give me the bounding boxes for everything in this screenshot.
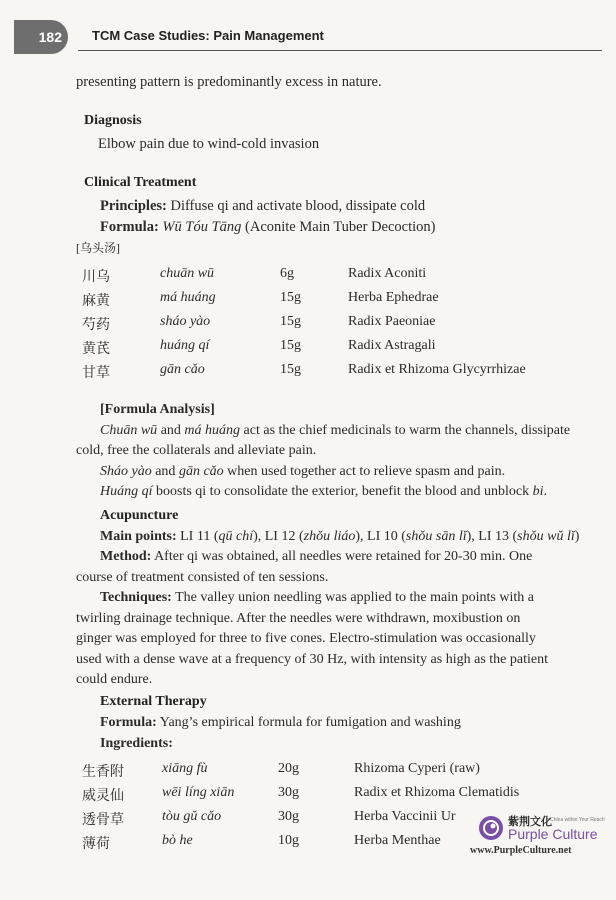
main-points-line: Main points: LI 11 (qū chí), LI 12 (zhǒu liáo), LI 10 (shǒu sān lǐ), LI 13 (shǒu wǔ lǐ) [100,528,580,544]
acupuncture-heading: Acupuncture [100,508,179,523]
acupuncture-section [76,506,596,691]
table-row: 薄荷 bò he 10g Herba Menthae [82,833,441,852]
page-header [14,18,604,58]
intro-paragraph: presenting pattern is predominantly excess in nature. [76,74,382,90]
watermark-url: www.PurpleCulture.net [470,845,572,856]
analysis-paragraph-1-cont: cold, free the collaterals and alleviate pain. [76,443,317,458]
method-line: Method: After qi was obtained, all needles were retained for 20-30 min. One [100,549,533,564]
analysis-paragraph-1: Chuān wū and má huáng act as the chief medicinals to warm the channels, dissipate [100,422,571,438]
running-title: TCM Case Studies: Pain Management [92,28,324,43]
formula-chinese-name: [乌头汤] [76,241,120,255]
table-row: 麻黄 má huáng 15g Herba Ephedrae [82,290,439,309]
external-therapy-section [76,691,596,754]
table-row: 甘草 gān cǎo 15g Radix et Rhizoma Glycyrrhizae [82,362,526,381]
analysis-paragraph-3: Huáng qí boosts qi to consolidate the exterior, benefit the blood and unblock bi. [100,484,547,499]
watermark-chinese: 紫荆文化 [508,816,552,828]
formula-line: Formula: Wū Tóu Tāng (Aconite Main Tuber Decoction) [100,219,436,235]
purple-culture-logo-icon [478,815,504,841]
diagnosis-text: Elbow pain due to wind-cold invasion [98,136,320,152]
techniques-line-5: could endure. [76,672,153,687]
clinical-treatment-section [76,172,596,259]
clinical-treatment-heading: Clinical Treatment [84,175,197,190]
table-row: 生香附 xiāng fù 20g Rhizoma Cyperi (raw) [82,761,480,780]
diagnosis-section [76,110,596,155]
header-divider [78,50,602,51]
techniques-line-2: twirling drainage technique. After the needles were withdrawn, moxibustion on [76,610,521,626]
ingredients-label: Ingredients: [100,736,173,751]
herb-table [82,266,602,386]
table-row: 黄芪 huáng qí 15g Radix Astragali [82,338,436,357]
external-formula-line: Formula: Yang’s empirical formula for fumigation and washing [100,715,461,730]
formula-analysis-heading: [Formula Analysis] [100,402,215,417]
table-row: 芍药 sháo yào 15g Radix Paeoniae [82,314,436,333]
page-number: 182 [38,29,62,45]
watermark-brand-name: Purple Culture [508,826,598,842]
watermark-tagline: a China within Your Reach [546,817,605,823]
table-row: 透骨草 tòu gǔ cǎo 30g Herba Vaccinii Ur [82,809,456,828]
table-row: 威灵仙 wēi líng xiān 30g Radix et Rhizoma Clematidis [82,785,520,804]
page-number-badge [14,20,68,54]
formula-analysis-section [76,400,596,503]
external-therapy-heading: External Therapy [100,694,207,709]
table-row: 川乌 chuān wū 6g Radix Aconiti [82,266,427,285]
techniques-line: Techniques: The valley union needling was applied to the main points with a [100,590,534,605]
principles-line: Principles: Diffuse qi and activate blood, dissipate cold [100,198,426,214]
diagnosis-heading: Diagnosis [84,113,142,128]
purple-culture-watermark [470,815,610,857]
analysis-paragraph-2: Sháo yào and gān cǎo when used together act to relieve spasm and pain. [100,463,506,479]
techniques-line-4: used with a dense wave at a frequency of 30 Hz, with intensity as high as the patient [76,651,548,667]
method-line-cont: course of treatment consisted of ten sessions. [76,569,329,585]
techniques-line-3: ginger was employed for three to five cones. Electro-stimulation was occasionally [76,631,536,646]
